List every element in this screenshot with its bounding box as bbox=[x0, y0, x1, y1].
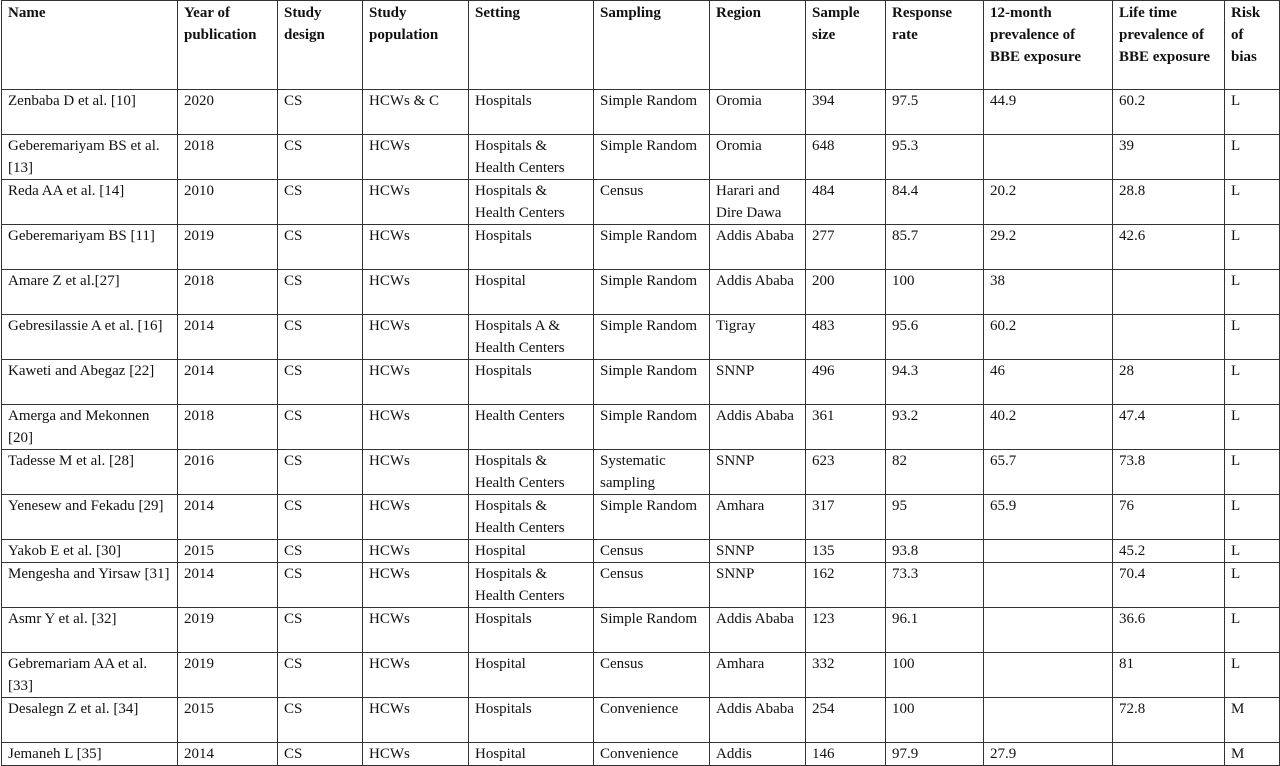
table-cell: CS bbox=[278, 450, 363, 495]
table-cell: 2015 bbox=[178, 540, 278, 563]
table-cell: Geberemariyam BS [11] bbox=[2, 225, 178, 270]
table-cell: 85.7 bbox=[886, 225, 984, 270]
table-cell: 97.9 bbox=[886, 743, 984, 766]
table-cell: 46 bbox=[984, 360, 1113, 405]
table-cell: L bbox=[1225, 225, 1280, 270]
table-cell: HCWs bbox=[363, 495, 469, 540]
table-cell: Mengesha and Yirsaw [31] bbox=[2, 563, 178, 608]
table-cell: CS bbox=[278, 225, 363, 270]
table-cell: 73.3 bbox=[886, 563, 984, 608]
table-cell: Simple Random bbox=[594, 608, 710, 653]
column-header: Region bbox=[710, 1, 806, 90]
column-header: 12-month prevalence of BBE exposure bbox=[984, 1, 1113, 90]
table-cell: SNNP bbox=[710, 450, 806, 495]
column-header: Sample size bbox=[806, 1, 886, 90]
table-cell: 93.8 bbox=[886, 540, 984, 563]
table-cell: 317 bbox=[806, 495, 886, 540]
table-cell: Hospitals & Health Centers bbox=[469, 180, 594, 225]
table-cell: 648 bbox=[806, 135, 886, 180]
table-cell: 60.2 bbox=[984, 315, 1113, 360]
table-cell: Tadesse M et al. [28] bbox=[2, 450, 178, 495]
column-header: Risk of bias bbox=[1225, 1, 1280, 90]
table-cell: Oromia bbox=[710, 135, 806, 180]
table-cell: Addis Ababa bbox=[710, 698, 806, 743]
table-cell: Health Centers bbox=[469, 405, 594, 450]
table-row bbox=[2, 743, 1280, 766]
table-cell: L bbox=[1225, 450, 1280, 495]
table-cell: 27.9 bbox=[984, 743, 1113, 766]
table-cell: L bbox=[1225, 135, 1280, 180]
table-cell: SNNP bbox=[710, 540, 806, 563]
table-cell: 20.2 bbox=[984, 180, 1113, 225]
table-cell: CS bbox=[278, 405, 363, 450]
table-row bbox=[2, 180, 1280, 225]
table-cell: HCWs bbox=[363, 450, 469, 495]
table-cell: L bbox=[1225, 270, 1280, 315]
table-cell: Addis Ababa bbox=[710, 270, 806, 315]
table-cell: Amhara bbox=[710, 653, 806, 698]
column-header: Study population bbox=[363, 1, 469, 90]
table-cell: L bbox=[1225, 608, 1280, 653]
table-cell: 2019 bbox=[178, 225, 278, 270]
table-cell: Simple Random bbox=[594, 90, 710, 135]
table-cell: 39 bbox=[1113, 135, 1225, 180]
table-cell: CS bbox=[278, 90, 363, 135]
table-row bbox=[2, 270, 1280, 315]
table-cell: Yenesew and Fekadu [29] bbox=[2, 495, 178, 540]
table-row bbox=[2, 563, 1280, 608]
table-cell: 45.2 bbox=[1113, 540, 1225, 563]
table-cell: Hospitals & Health Centers bbox=[469, 563, 594, 608]
table-cell: CS bbox=[278, 743, 363, 766]
table-cell: 28.8 bbox=[1113, 180, 1225, 225]
table-cell: 95.6 bbox=[886, 315, 984, 360]
table-cell bbox=[984, 135, 1113, 180]
table-cell: Amerga and Mekonnen [20] bbox=[2, 405, 178, 450]
table-cell: Hospital bbox=[469, 540, 594, 563]
table-cell: 96.1 bbox=[886, 608, 984, 653]
table-cell: L bbox=[1225, 360, 1280, 405]
table-cell: Oromia bbox=[710, 90, 806, 135]
table-cell: L bbox=[1225, 495, 1280, 540]
column-header: Sampling bbox=[594, 1, 710, 90]
table-cell: HCWs bbox=[363, 225, 469, 270]
table-cell: 484 bbox=[806, 180, 886, 225]
table-cell: 2014 bbox=[178, 563, 278, 608]
table-cell: 2010 bbox=[178, 180, 278, 225]
table-cell: CS bbox=[278, 315, 363, 360]
table-cell: Census bbox=[594, 653, 710, 698]
table-cell: 2019 bbox=[178, 653, 278, 698]
table-row bbox=[2, 495, 1280, 540]
table-cell: CS bbox=[278, 135, 363, 180]
table-cell: 28 bbox=[1113, 360, 1225, 405]
table-cell bbox=[984, 540, 1113, 563]
table-cell: 394 bbox=[806, 90, 886, 135]
table-cell: HCWs bbox=[363, 180, 469, 225]
table-cell: 47.4 bbox=[1113, 405, 1225, 450]
table-cell: 2015 bbox=[178, 698, 278, 743]
table-row bbox=[2, 608, 1280, 653]
table-cell: 70.4 bbox=[1113, 563, 1225, 608]
table-cell: 2018 bbox=[178, 270, 278, 315]
table-cell: Desalegn Z et al. [34] bbox=[2, 698, 178, 743]
table-cell: HCWs bbox=[363, 540, 469, 563]
table-cell: Census bbox=[594, 540, 710, 563]
table-cell: L bbox=[1225, 540, 1280, 563]
table-cell: Hospitals bbox=[469, 225, 594, 270]
table-cell: Simple Random bbox=[594, 270, 710, 315]
table-cell: CS bbox=[278, 270, 363, 315]
table-cell: Amhara bbox=[710, 495, 806, 540]
table-cell: Census bbox=[594, 563, 710, 608]
table-body bbox=[2, 90, 1280, 766]
table-cell: CS bbox=[278, 698, 363, 743]
table-cell: 93.2 bbox=[886, 405, 984, 450]
studies-table bbox=[1, 0, 1280, 766]
table-cell: Yakob E et al. [30] bbox=[2, 540, 178, 563]
table-row bbox=[2, 360, 1280, 405]
table-cell: 81 bbox=[1113, 653, 1225, 698]
table-cell: Simple Random bbox=[594, 135, 710, 180]
table-cell: HCWs bbox=[363, 653, 469, 698]
table-row bbox=[2, 315, 1280, 360]
table-cell: SNNP bbox=[710, 563, 806, 608]
table-cell: 29.2 bbox=[984, 225, 1113, 270]
table-cell: 2014 bbox=[178, 743, 278, 766]
table-cell: 95 bbox=[886, 495, 984, 540]
table-cell: HCWs bbox=[363, 135, 469, 180]
table-cell: 40.2 bbox=[984, 405, 1113, 450]
table-cell: L bbox=[1225, 180, 1280, 225]
table-cell: L bbox=[1225, 405, 1280, 450]
table-cell: Amare Z et al.[27] bbox=[2, 270, 178, 315]
table-cell: 42.6 bbox=[1113, 225, 1225, 270]
table-cell: Addis Ababa bbox=[710, 608, 806, 653]
table-cell: CS bbox=[278, 180, 363, 225]
table-cell: CS bbox=[278, 540, 363, 563]
table-cell: 2019 bbox=[178, 608, 278, 653]
table-cell: 73.8 bbox=[1113, 450, 1225, 495]
table-cell: Gebresilassie A et al. [16] bbox=[2, 315, 178, 360]
table-cell: L bbox=[1225, 563, 1280, 608]
table-cell: Hospitals A & Health Centers bbox=[469, 315, 594, 360]
table-cell: Addis Ababa bbox=[710, 225, 806, 270]
table-row bbox=[2, 405, 1280, 450]
table-cell: 2018 bbox=[178, 405, 278, 450]
table-cell: 254 bbox=[806, 698, 886, 743]
table-cell: Kaweti and Abegaz [22] bbox=[2, 360, 178, 405]
table-cell: Simple Random bbox=[594, 405, 710, 450]
table-cell bbox=[984, 608, 1113, 653]
table-cell: 2016 bbox=[178, 450, 278, 495]
table-cell: 44.9 bbox=[984, 90, 1113, 135]
table-cell: 65.7 bbox=[984, 450, 1113, 495]
table-cell bbox=[984, 698, 1113, 743]
table-cell: 2014 bbox=[178, 360, 278, 405]
table-cell: 2018 bbox=[178, 135, 278, 180]
table-cell: 496 bbox=[806, 360, 886, 405]
table-cell: Asmr Y et al. [32] bbox=[2, 608, 178, 653]
table-cell: Census bbox=[594, 180, 710, 225]
table-cell: CS bbox=[278, 495, 363, 540]
table-cell: 60.2 bbox=[1113, 90, 1225, 135]
table-cell: Systematic sampling bbox=[594, 450, 710, 495]
table-row bbox=[2, 653, 1280, 698]
table-cell: Hospitals bbox=[469, 698, 594, 743]
table-cell: 135 bbox=[806, 540, 886, 563]
table-row bbox=[2, 90, 1280, 135]
table-cell: 2020 bbox=[178, 90, 278, 135]
column-header: Response rate bbox=[886, 1, 984, 90]
table-cell bbox=[1113, 270, 1225, 315]
table-cell: 162 bbox=[806, 563, 886, 608]
table-cell: Hospitals & Health Centers bbox=[469, 495, 594, 540]
table-cell: HCWs bbox=[363, 743, 469, 766]
table-cell: HCWs bbox=[363, 360, 469, 405]
table-cell: Hospitals bbox=[469, 90, 594, 135]
table-cell: 146 bbox=[806, 743, 886, 766]
table-cell: 361 bbox=[806, 405, 886, 450]
table-cell: Hospital bbox=[469, 743, 594, 766]
table-cell: HCWs bbox=[363, 608, 469, 653]
table-cell: HCWs bbox=[363, 315, 469, 360]
table-cell: L bbox=[1225, 315, 1280, 360]
table-cell: HCWs & C bbox=[363, 90, 469, 135]
table-cell: 65.9 bbox=[984, 495, 1113, 540]
table-cell: 123 bbox=[806, 608, 886, 653]
table-row bbox=[2, 225, 1280, 270]
table-cell: HCWs bbox=[363, 698, 469, 743]
table-cell: 97.5 bbox=[886, 90, 984, 135]
table-cell bbox=[1113, 315, 1225, 360]
column-header: Name bbox=[2, 1, 178, 90]
table-cell: Reda AA et al. [14] bbox=[2, 180, 178, 225]
table-cell: Harari and Dire Dawa bbox=[710, 180, 806, 225]
table-cell: Hospitals & Health Centers bbox=[469, 450, 594, 495]
table-cell: Gebremariam AA et al. [33] bbox=[2, 653, 178, 698]
table-cell: Hospitals bbox=[469, 360, 594, 405]
column-header: Life time prevalence of BBE exposure bbox=[1113, 1, 1225, 90]
table-cell: Simple Random bbox=[594, 315, 710, 360]
table-cell: Geberemariyam BS et al.[13] bbox=[2, 135, 178, 180]
table-cell: Simple Random bbox=[594, 360, 710, 405]
table-cell: 95.3 bbox=[886, 135, 984, 180]
column-header: Year of publication bbox=[178, 1, 278, 90]
table-row bbox=[2, 135, 1280, 180]
table-cell: M bbox=[1225, 698, 1280, 743]
table-cell: Hospital bbox=[469, 270, 594, 315]
table-cell: 94.3 bbox=[886, 360, 984, 405]
table-cell: 72.8 bbox=[1113, 698, 1225, 743]
table-cell: 76 bbox=[1113, 495, 1225, 540]
table-cell: Zenbaba D et al. [10] bbox=[2, 90, 178, 135]
table-cell: 84.4 bbox=[886, 180, 984, 225]
table-cell bbox=[984, 563, 1113, 608]
table-cell bbox=[984, 653, 1113, 698]
table-cell: CS bbox=[278, 563, 363, 608]
table-cell: HCWs bbox=[363, 270, 469, 315]
table-cell: 483 bbox=[806, 315, 886, 360]
table-cell: Convenience bbox=[594, 698, 710, 743]
table-cell: 100 bbox=[886, 698, 984, 743]
table-cell: CS bbox=[278, 360, 363, 405]
table-cell: M bbox=[1225, 743, 1280, 766]
table-cell: CS bbox=[278, 653, 363, 698]
column-header: Setting bbox=[469, 1, 594, 90]
table-cell: HCWs bbox=[363, 563, 469, 608]
header-row bbox=[2, 1, 1280, 90]
table-cell: SNNP bbox=[710, 360, 806, 405]
table-cell: Addis Ababa bbox=[710, 405, 806, 450]
table-cell: 82 bbox=[886, 450, 984, 495]
table-cell: Hospitals bbox=[469, 608, 594, 653]
table-cell: 100 bbox=[886, 653, 984, 698]
table-cell: L bbox=[1225, 653, 1280, 698]
table-cell: Simple Random bbox=[594, 225, 710, 270]
table-row bbox=[2, 698, 1280, 743]
table-cell: Addis bbox=[710, 743, 806, 766]
table-cell: 100 bbox=[886, 270, 984, 315]
table-row bbox=[2, 540, 1280, 563]
table-cell: 332 bbox=[806, 653, 886, 698]
table-cell: CS bbox=[278, 608, 363, 653]
table-cell: Hospitals & Health Centers bbox=[469, 135, 594, 180]
table-cell: 277 bbox=[806, 225, 886, 270]
table-cell: 200 bbox=[806, 270, 886, 315]
table-cell: 36.6 bbox=[1113, 608, 1225, 653]
table-cell: Hospital bbox=[469, 653, 594, 698]
table-cell bbox=[1113, 743, 1225, 766]
column-header: Study design bbox=[278, 1, 363, 90]
table-cell: Convenience bbox=[594, 743, 710, 766]
table-cell: HCWs bbox=[363, 405, 469, 450]
table-cell: 2014 bbox=[178, 315, 278, 360]
table-cell: L bbox=[1225, 90, 1280, 135]
table-cell: 623 bbox=[806, 450, 886, 495]
table-row bbox=[2, 450, 1280, 495]
table-cell: Tigray bbox=[710, 315, 806, 360]
table-cell: 38 bbox=[984, 270, 1113, 315]
table-cell: 2014 bbox=[178, 495, 278, 540]
table-cell: Jemaneh L [35] bbox=[2, 743, 178, 766]
table-cell: Simple Random bbox=[594, 495, 710, 540]
